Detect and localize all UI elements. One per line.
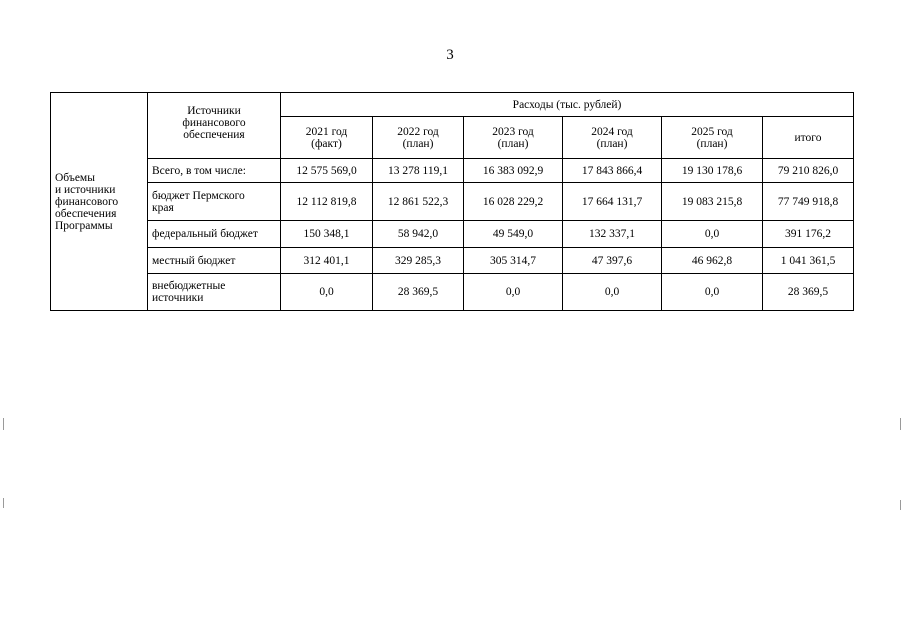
table-cell: 58 942,0 [373, 221, 464, 248]
table-cell: 13 278 119,1 [373, 159, 464, 183]
page-number: 3 [446, 47, 454, 63]
table-cell: 391 176,2 [763, 221, 854, 248]
sources-header: Источники финансового обеспечения [148, 93, 281, 159]
scan-mark [900, 500, 901, 510]
table-cell: 1 041 361,5 [763, 248, 854, 274]
table-cell: 28 369,5 [763, 274, 854, 311]
table-cell: 46 962,8 [662, 248, 763, 274]
section-label: Объемы и источники финансового обеспечения Программы [51, 93, 148, 311]
row-label: бюджет Пермского края [148, 183, 281, 221]
financing-table [50, 92, 854, 311]
table-row [51, 221, 854, 248]
column-header-2025: 2025 год (план) [662, 117, 763, 159]
table-cell: 47 397,6 [563, 248, 662, 274]
table-cell: 79 210 826,0 [763, 159, 854, 183]
row-label: Всего, в том числе: [148, 159, 281, 183]
column-header-total: итого [763, 117, 854, 159]
table-cell: 12 112 819,8 [281, 183, 373, 221]
table-cell: 150 348,1 [281, 221, 373, 248]
table-row [51, 183, 854, 221]
table-cell: 49 549,0 [464, 221, 563, 248]
table-cell: 0,0 [563, 274, 662, 311]
table-cell: 312 401,1 [281, 248, 373, 274]
scan-mark [3, 498, 4, 508]
row-label: местный бюджет [148, 248, 281, 274]
column-header-2022: 2022 год (план) [373, 117, 464, 159]
table-cell: 0,0 [662, 221, 763, 248]
table-cell: 77 749 918,8 [763, 183, 854, 221]
row-label: внебюджетные источники [148, 274, 281, 311]
column-header-2024: 2024 год (план) [563, 117, 662, 159]
scan-mark [900, 418, 901, 430]
row-label: федеральный бюджет [148, 221, 281, 248]
table-cell: 12 861 522,3 [373, 183, 464, 221]
scan-mark [3, 418, 4, 430]
table-row [51, 274, 854, 311]
table-cell: 28 369,5 [373, 274, 464, 311]
table-cell: 0,0 [464, 274, 563, 311]
table-cell: 16 383 092,9 [464, 159, 563, 183]
column-header-2023: 2023 год (план) [464, 117, 563, 159]
table-cell: 12 575 569,0 [281, 159, 373, 183]
table-row [51, 159, 854, 183]
table-cell: 19 130 178,6 [662, 159, 763, 183]
column-header-2021: 2021 год (факт) [281, 117, 373, 159]
table-cell: 17 664 131,7 [563, 183, 662, 221]
table-row [51, 248, 854, 274]
table-cell: 19 083 215,8 [662, 183, 763, 221]
table-cell: 0,0 [662, 274, 763, 311]
expenses-header: Расходы (тыс. рублей) [281, 93, 854, 117]
table-cell: 132 337,1 [563, 221, 662, 248]
table-cell: 17 843 866,4 [563, 159, 662, 183]
table-cell: 16 028 229,2 [464, 183, 563, 221]
table-cell: 305 314,7 [464, 248, 563, 274]
table-cell: 329 285,3 [373, 248, 464, 274]
table-cell: 0,0 [281, 274, 373, 311]
